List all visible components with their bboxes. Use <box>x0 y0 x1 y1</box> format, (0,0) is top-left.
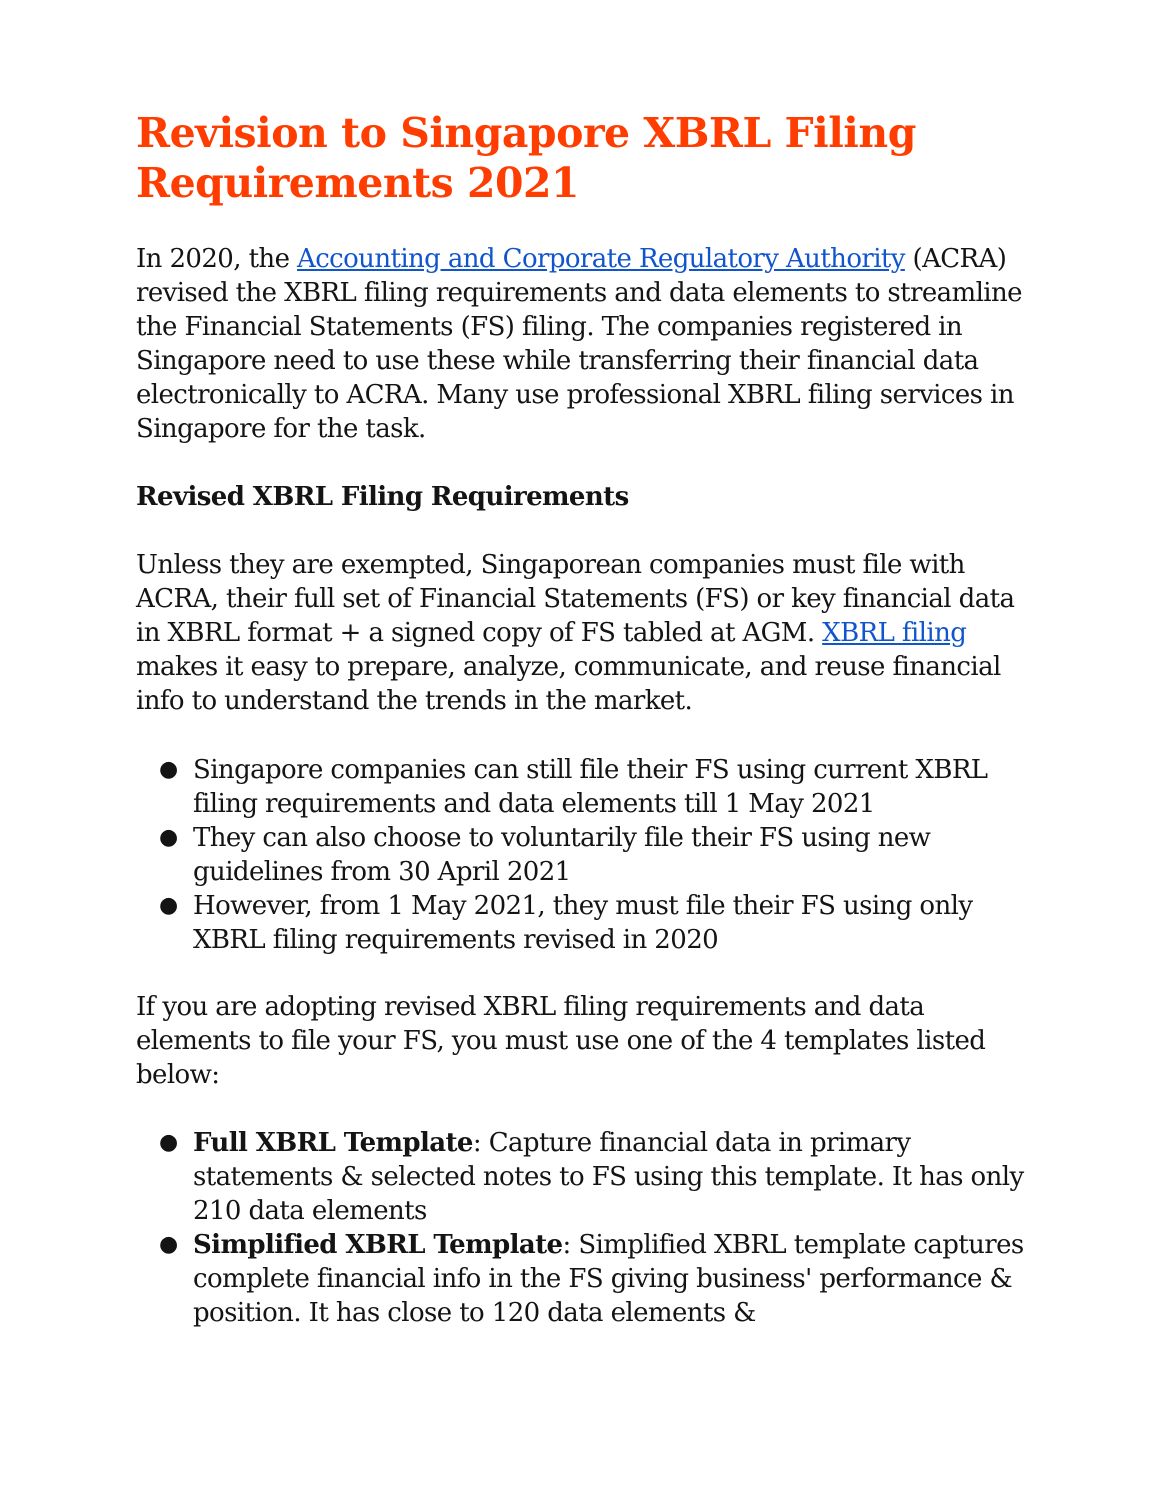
requirements-paragraph <box>136 548 1036 718</box>
intro-text-start: In 2020, the <box>136 244 298 274</box>
timeline-bullet-list <box>136 753 1036 957</box>
template-name: Simplified XBRL Template <box>193 1230 563 1260</box>
page-title: Revision to Singapore XBRL Filing Requirements 2021 <box>136 109 916 207</box>
intro-text-end: (ACRA) revised the XBRL filing requirements and data elements to streamline the Financial Statements (FS) filing. The companies registered in Singapore need to use these while transferring their financial data electronically to ACRA. Many use professional XBRL filing services in Singapore for the task. <box>136 244 1022 444</box>
templates-intro-paragraph: If you are adopting revised XBRL filing requirements and data elements to file your FS, you must use one of the 4 templates listed below: <box>136 992 986 1090</box>
list-item-text: However, from 1 May 2021, they must file their FS using only XBRL filing requirements revised in 2020 <box>193 891 973 955</box>
bullet-icon: ● <box>159 893 178 918</box>
bullet-icon: ● <box>159 1130 178 1155</box>
bullet-icon: ● <box>159 757 178 782</box>
list-item <box>136 821 1036 889</box>
list-item <box>136 889 1036 957</box>
list-item <box>136 1126 1036 1228</box>
templates-bullet-list <box>136 1126 1036 1330</box>
requirements-text-end: makes it easy to prepare, analyze, communicate, and reuse financial info to understand the trends in the market. <box>136 652 1001 716</box>
acra-link[interactable]: Accounting and Corporate Regulatory Authority <box>297 244 905 274</box>
bullet-icon: ● <box>159 825 178 850</box>
xbrl-filing-link[interactable]: XBRL filing <box>822 618 967 648</box>
template-description: : Simplified XBRL template captures complete financial info in the FS giving business' performance & position. It has close to 120 data elements & <box>193 1230 1024 1328</box>
intro-paragraph <box>136 242 1036 446</box>
bullet-icon: ● <box>159 1232 178 1257</box>
list-item-text: They can also choose to voluntarily file their FS using new guidelines from 30 April 2021 <box>193 823 931 887</box>
list-item <box>136 753 1036 821</box>
template-name: Full XBRL Template <box>193 1128 473 1158</box>
list-item-text: Singapore companies can still file their FS using current XBRL filing requirements and data elements till 1 May 2021 <box>193 755 988 819</box>
requirements-text-start: Unless they are exempted, Singaporean companies must file with ACRA, their full set of Financial Statements (FS) or key financial data in XBRL format + a signed copy of FS tabled at AGM. <box>136 550 1015 648</box>
template-description: : Capture financial data in primary statements & selected notes to FS using this template. It has only 210 data elements <box>193 1128 1024 1226</box>
section-heading: Revised XBRL Filing Requirements <box>136 482 629 512</box>
list-item <box>136 1228 1036 1330</box>
